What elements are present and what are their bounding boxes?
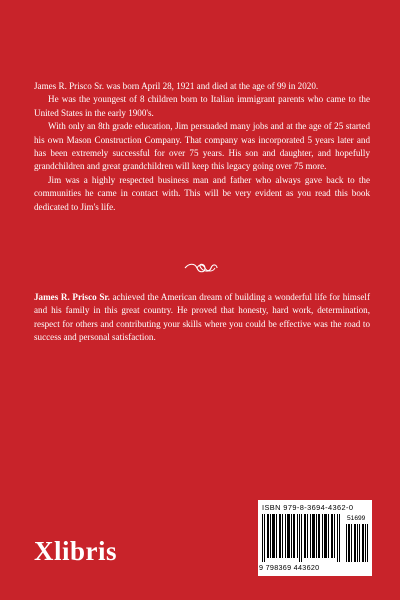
flourish-ornament-icon [183, 261, 219, 273]
bio-paragraph: Jim was a highly respected business man and father who always gave back to the communities he came in contact with. This will be very evident as you read this book dedicated to Jim's life. [34, 174, 370, 212]
tribute-paragraph [34, 291, 370, 345]
tribute-text: achieved the American dream of building a wonderful life for himself and his family in this great country. He proved that honesty, hard work, determination, respect for others and contributing your skills where you could be effective was the road to success and personal satisfaction. [34, 292, 370, 343]
publisher-logo: Xlibris [34, 536, 118, 566]
isbn-label: ISBN 979-8-3694-4362-0 [262, 503, 354, 512]
addon-barcode-bars [346, 524, 368, 562]
price-code: 51699 [347, 515, 366, 522]
ean-digits: 9 798369 443620 [259, 563, 320, 572]
author-bio [34, 80, 370, 214]
ean-barcode-bars [262, 514, 342, 562]
bio-paragraph: With only an 8th grade education, Jim persuaded many jobs and at the age of 25 started his own Mason Construction Company. That company was incorporated 5 years later and has been extremely successful for over 75 years. His son and daughter, and hopefully grandchildren and great grandchildren will keep this legacy going over 75 more. [34, 121, 370, 172]
bio-paragraph: James R. Prisco Sr. was born April 28, 1921 and died at the age of 99 in 2020. [34, 81, 319, 91]
isbn-barcode [258, 500, 372, 576]
bio-paragraph: He was the youngest of 8 children born to Italian immigrant parents who came to the United States in the early 1900's. [34, 94, 370, 118]
tribute-name: James R. Prisco Sr. [34, 292, 110, 302]
